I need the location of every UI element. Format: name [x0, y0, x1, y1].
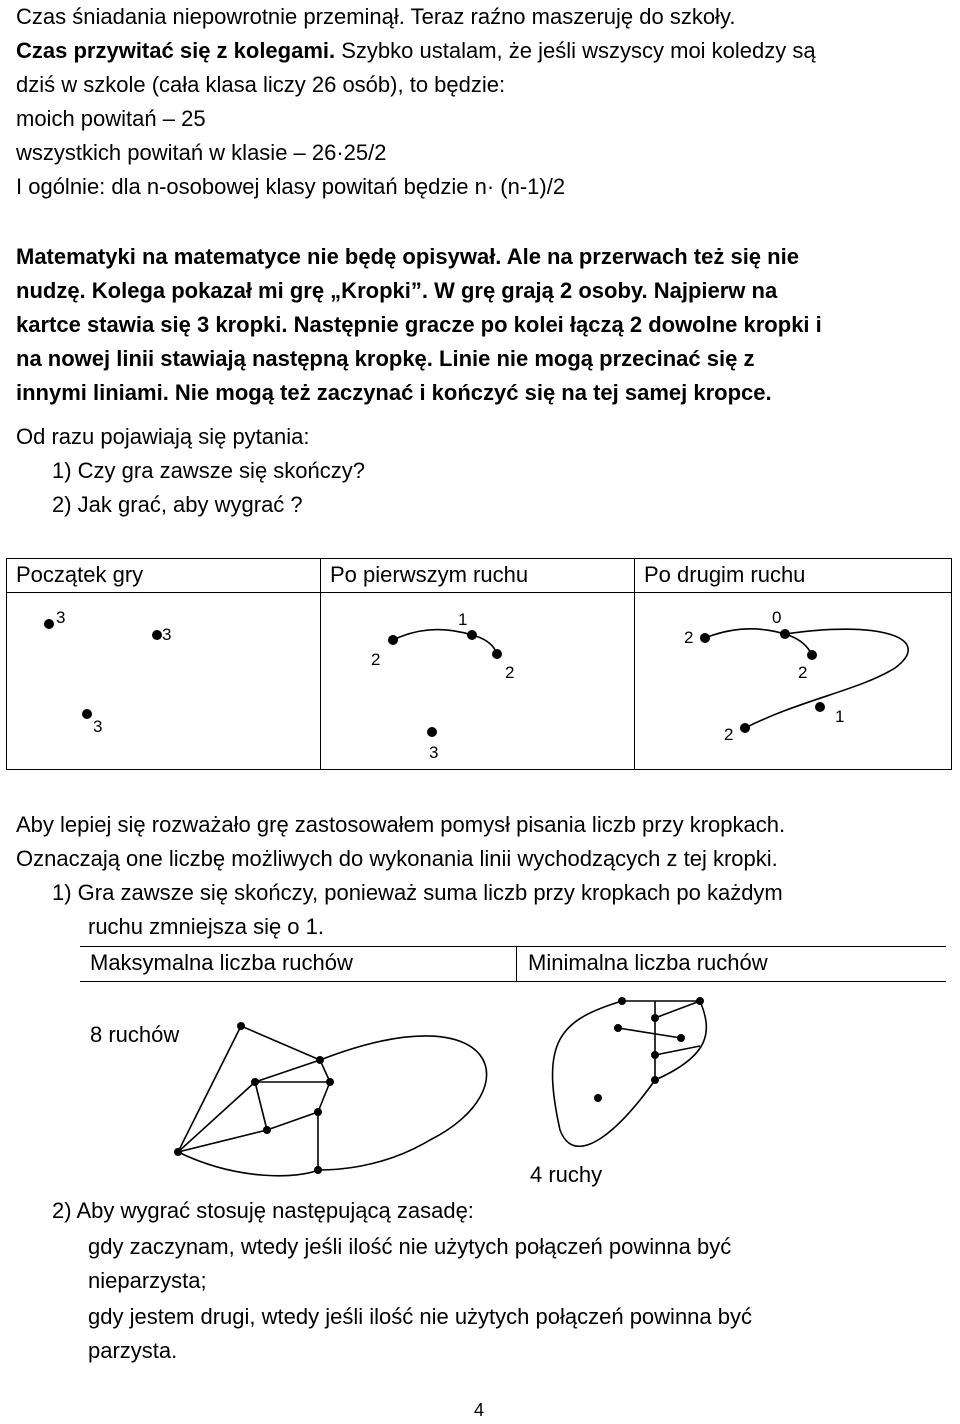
- max-edge-12: [178, 1152, 318, 1176]
- header-after-first-move: Po pierwszym ruchu: [330, 562, 529, 587]
- label-2c: 2: [505, 663, 515, 682]
- header-after-second-move: Po drugim ruchu: [644, 562, 806, 587]
- game-text-line-3: kartce stawia się 3 kropki. Następnie gracze po kolei łączą 2 dowolne kropki i: [16, 312, 822, 337]
- intro-line-6: I ogólnie: dla n-osobowej klasy powitań będzie n· (n-1)/2: [16, 174, 566, 199]
- max-dot-4: [326, 1078, 334, 1086]
- label-2d: 3: [429, 743, 439, 762]
- min-dot-3: [696, 997, 704, 1005]
- max-dot-8: [314, 1166, 322, 1174]
- intro-line-1: Czas śniadania niepowrotnie przeminął. Teraz raźno maszeruję do szkoły.: [16, 4, 736, 29]
- label-2a: 2: [371, 650, 381, 669]
- intro-line-5: wszystkich powitań w klasie – 26·25/2: [16, 140, 387, 165]
- analysis-line-2: Oznaczają one liczbę możliwych do wykonania linii wychodzących z tej kropki.: [16, 846, 778, 871]
- greeting-rest-text: Szybko ustalam, że jeśli wszyscy moi koledzy są: [335, 38, 816, 63]
- rule-2-line-a: gdy jestem drugi, wtedy jeśli ilość nie użytych połączeń powinna być: [88, 1304, 752, 1329]
- label-2b: 1: [458, 610, 468, 629]
- label-3a: 2: [684, 628, 694, 647]
- max-edge-1: [178, 1026, 241, 1152]
- intro-line-4: moich powitań – 25: [16, 106, 206, 131]
- header-max-moves: Maksymalna liczba ruchów: [90, 950, 353, 975]
- min-moves-value: 4 ruchy: [530, 1162, 603, 1187]
- min-edge-7: [655, 1046, 700, 1055]
- min-dot-7: [651, 1076, 659, 1084]
- strategy-title: 2) Aby wygrać stosuję następującą zasadę:: [52, 1198, 474, 1223]
- greeting-bold-text: Czas przywitać się z kolegami.: [16, 38, 336, 63]
- game-text-line-5: innymi liniami. Nie mogą też zaczynać i kończyć się na tej samej kropce.: [16, 380, 772, 405]
- min-dot-8: [594, 1094, 602, 1102]
- max-dot-5: [263, 1126, 271, 1134]
- header-start: Początek gry: [16, 562, 144, 587]
- max-edge-10: [318, 1082, 330, 1112]
- question-1: 1) Czy gra zawsze się skończy?: [52, 458, 365, 483]
- max-edge-11: [178, 1130, 267, 1152]
- min-dot-5: [677, 1034, 685, 1042]
- max-dot-7: [174, 1148, 182, 1156]
- max-dot-2: [316, 1056, 324, 1064]
- label-3d: 2: [724, 725, 734, 744]
- label-1a: 3: [56, 608, 66, 627]
- max-edge-9: [267, 1112, 318, 1130]
- max-moves-value: 8 ruchów: [90, 1022, 180, 1047]
- point-1-line-b: ruchu zmniejsza się o 1.: [88, 914, 324, 939]
- min-edge-2: [553, 1001, 655, 1146]
- max-dot-3: [251, 1078, 259, 1086]
- analysis-line-1: Aby lepiej się rozważało grę zastosowałem pomysł pisania liczb przy kropkach.: [16, 812, 786, 837]
- min-dot-1: [618, 997, 626, 1005]
- label-1c: 3: [93, 717, 103, 736]
- max-edge-3: [318, 1036, 487, 1170]
- max-edge-8: [255, 1082, 267, 1130]
- min-dot-4: [614, 1024, 622, 1032]
- max-edge-4: [255, 1060, 320, 1082]
- label-1b: 3: [162, 625, 172, 644]
- min-dot-6: [651, 1051, 659, 1059]
- max-edge-7: [178, 1082, 255, 1152]
- game-text-line-2: nudzę. Kolega pokazał mi grę „Kropki”. W grę grają 2 osoby. Najpierw na: [16, 278, 778, 303]
- label-3b: 0: [772, 608, 782, 627]
- rule-1-line-a: gdy zaczynam, wtedy jeśli ilość nie użytych połączeń powinna być: [88, 1234, 732, 1259]
- max-dot-6: [314, 1108, 322, 1116]
- point-1-line-a: 1) Gra zawsze się skończy, ponieważ suma liczb przy kropkach po każdym: [52, 880, 783, 905]
- question-2: 2) Jak grać, aby wygrać ?: [52, 492, 303, 517]
- label-3c: 2: [798, 663, 808, 682]
- min-edge-4: [655, 1001, 700, 1018]
- label-3e: 1: [835, 707, 845, 726]
- min-edge-6: [618, 1028, 681, 1038]
- game-text-line-4: na nowej linii stawiają następną kropkę. Linie nie mogą przecinać się z: [16, 346, 755, 371]
- intro-line-3: dziś w szkole (cała klasa liczy 26 osób), to będzie:: [16, 72, 506, 97]
- page-number: 4: [474, 1400, 485, 1420]
- max-edge-2: [241, 1026, 320, 1060]
- header-min-moves: Minimalna liczba ruchów: [528, 950, 768, 975]
- questions-intro: Od razu pojawiają się pytania:: [16, 424, 310, 449]
- game-text-line-1: Matematyki na matematyce nie będę opisywał. Ale na przerwach też się nie: [16, 244, 799, 269]
- rule-2-line-b: parzysta.: [88, 1338, 178, 1363]
- max-dot-1: [237, 1022, 245, 1030]
- min-dot-2: [651, 1014, 659, 1022]
- rule-1-line-b: nieparzysta;: [88, 1268, 207, 1293]
